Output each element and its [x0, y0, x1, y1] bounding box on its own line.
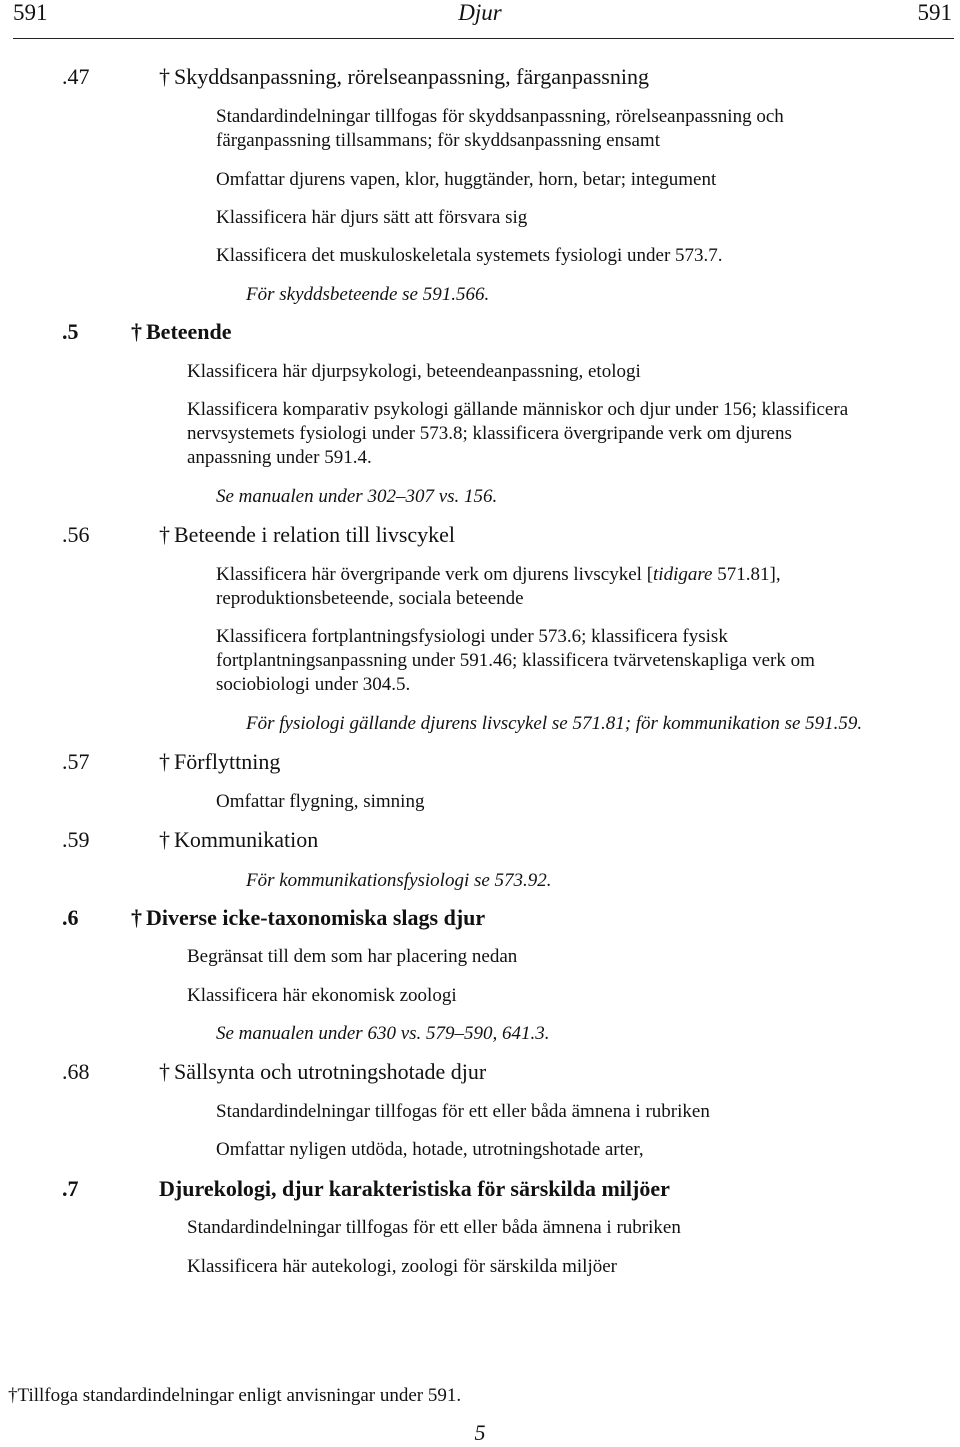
- page-header: [0, 0, 960, 40]
- note-line: Klassificera här djurpsykologi, beteendeanpassning, etologi: [187, 361, 641, 382]
- page-number: 5: [474, 1420, 486, 1445]
- running-title: Djur: [458, 0, 502, 25]
- class-number-59: .59: [62, 827, 90, 852]
- note-line: Klassificera komparativ psykologi gällande människor och djur under 156; klassificera: [187, 399, 849, 420]
- note-line: reproduktionsbeteende, sociala beteende: [216, 588, 524, 609]
- header-rule: [13, 38, 954, 39]
- see-reference: Se manualen under 302–307 vs. 156.: [216, 486, 498, 507]
- dagger-icon: †: [131, 319, 142, 344]
- see-reference: För fysiologi gällande djurens livscykel se 571.81; för kommunikation se 591.59.: [246, 713, 863, 734]
- note-line: Klassificera det muskuloskeletala systemets fysiologi under 573.7.: [216, 245, 723, 266]
- dagger-icon: †: [8, 1385, 18, 1406]
- note-line: Standardindelningar tillfogas för skyddsanpassning, rörelseanpassning och: [216, 106, 784, 127]
- class-number-6: .6: [62, 905, 79, 930]
- page-number-right: 591: [917, 0, 952, 25]
- class-number-56: .56: [62, 522, 90, 547]
- note-line: färganpassning tillsammans; för skyddsanpassning ensamt: [216, 130, 660, 151]
- note-line: Klassificera här övergripande verk om djurens livscykel [tidigare 571.81],: [216, 564, 781, 585]
- note-line: Standardindelningar tillfogas för ett eller båda ämnena i rubriken: [187, 1217, 681, 1238]
- see-reference: För kommunikationsfysiologi se 573.92.: [246, 870, 552, 891]
- footnote: †Tillfoga standardindelningar enligt anvisningar under 591.: [8, 1385, 462, 1406]
- see-reference: Se manualen under 630 vs. 579–590, 641.3.: [216, 1023, 550, 1044]
- see-reference: För skyddsbeteende se 591.566.: [246, 284, 490, 305]
- note-line: Omfattar flygning, simning: [216, 791, 425, 812]
- heading-5: † Beteende: [131, 319, 232, 344]
- dagger-icon: †: [159, 827, 170, 852]
- page-number-left: 591: [13, 0, 48, 25]
- heading-59: † Kommunikation: [159, 827, 319, 852]
- class-number-5: .5: [62, 319, 79, 344]
- dagger-icon: †: [159, 1059, 170, 1084]
- dagger-icon: †: [159, 749, 170, 774]
- note-line: sociobiologi under 304.5.: [216, 674, 411, 695]
- note-line: Klassificera här ekonomisk zoologi: [187, 985, 457, 1006]
- note-line: anpassning under 591.4.: [187, 447, 372, 468]
- class-number-57: .57: [62, 749, 90, 774]
- note-line: Klassificera här djurs sätt att försvara sig: [216, 207, 528, 228]
- class-number-7: .7: [62, 1176, 79, 1201]
- heading-7: Djurekologi, djur karakteristiska för särskilda miljöer: [159, 1176, 670, 1201]
- note-line: Begränsat till dem som har placering nedan: [187, 946, 518, 967]
- class-number-47: .47: [62, 64, 90, 89]
- note-line: Omfattar nyligen utdöda, hotade, utrotningshotade arter,: [216, 1139, 644, 1160]
- note-line: fortplantningsanpassning under 591.46; klassificera tvärvetenskapliga verk om: [216, 650, 815, 671]
- heading-56: † Beteende i relation till livscykel: [159, 522, 456, 547]
- note-line: Klassificera här autekologi, zoologi för särskilda miljöer: [187, 1256, 618, 1277]
- heading-57: † Förflyttning: [159, 749, 281, 774]
- heading-6: † Diverse icke-taxonomiska slags djur: [131, 905, 486, 930]
- heading-68: † Sällsynta och utrotningshotade djur: [159, 1059, 487, 1084]
- note-line: Standardindelningar tillfogas för ett eller båda ämnena i rubriken: [216, 1101, 710, 1122]
- dagger-icon: †: [131, 905, 142, 930]
- dagger-icon: †: [159, 522, 170, 547]
- heading-47: † Skyddsanpassning, rörelseanpassning, färganpassning: [159, 64, 649, 89]
- dagger-icon: †: [159, 64, 170, 89]
- note-line: Omfattar djurens vapen, klor, huggtänder, horn, betar; integument: [216, 169, 717, 190]
- note-line: nervsystemets fysiologi under 573.8; klassificera övergripande verk om djurens: [187, 423, 792, 444]
- note-line: Klassificera fortplantningsfysiologi under 573.6; klassificera fysisk: [216, 626, 728, 647]
- class-number-68: .68: [62, 1059, 90, 1084]
